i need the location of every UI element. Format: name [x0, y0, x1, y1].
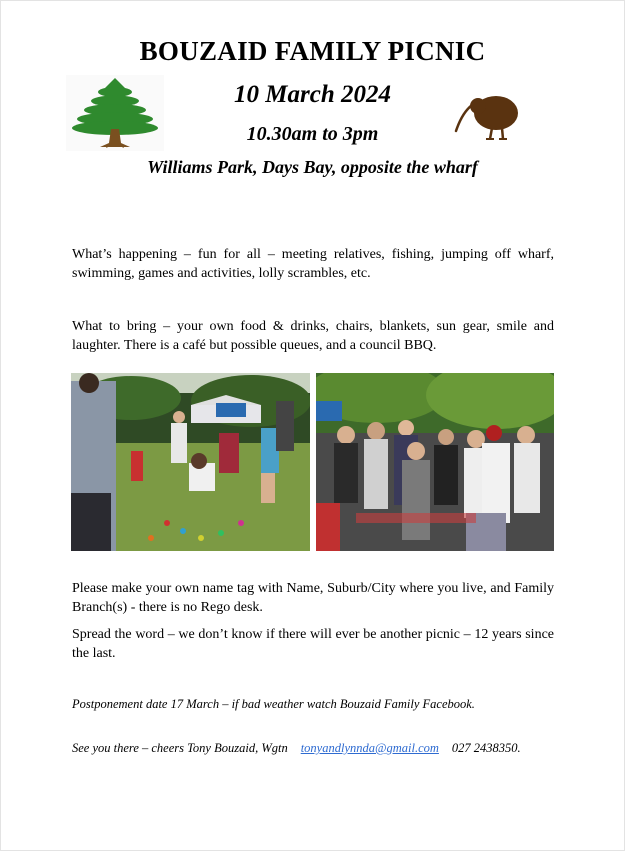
- postponement-note: Postponement date 17 March – if bad weather watch Bouzaid Family Facebook.: [72, 697, 475, 711]
- kiwi-bird-icon: [452, 91, 522, 141]
- event-time: 10.30am to 3pm: [246, 123, 379, 145]
- what-to-bring-paragraph: What to bring – your own food & drinks, chairs, blankets, sun gear, smile and laughter. There is a café but possible queues, and a council BBQ.: [72, 319, 554, 353]
- spread-word-paragraph: Spread the word – we don’t know if there will ever be another picnic – 12 years since the last.: [72, 627, 554, 661]
- email-link[interactable]: tonyandlynnda@gmail.com: [300, 741, 439, 755]
- name-tag-paragraph: Please make your own name tag with Name, Suburb/City where you live, and Family Branch(s) - there is no Rego desk.: [72, 581, 554, 615]
- signoff-line: [72, 741, 521, 756]
- page-title: BOUZAID FAMILY PICNIC: [139, 36, 486, 66]
- signoff-text: See you there – cheers Tony Bouzaid, Wgtn: [72, 741, 288, 755]
- whats-happening-paragraph: What’s happening – fun for all – meeting relatives, fishing, jumping off wharf, swimming, games and activities, lolly scrambles, etc.: [72, 247, 554, 281]
- picnic-photo-crowd: [316, 373, 554, 551]
- event-date: 10 March 2024: [234, 81, 391, 108]
- picnic-photo-games: [71, 373, 310, 551]
- phone-number: 027 2438350.: [451, 741, 521, 755]
- event-location: Williams Park, Days Bay, opposite the wharf: [147, 157, 478, 177]
